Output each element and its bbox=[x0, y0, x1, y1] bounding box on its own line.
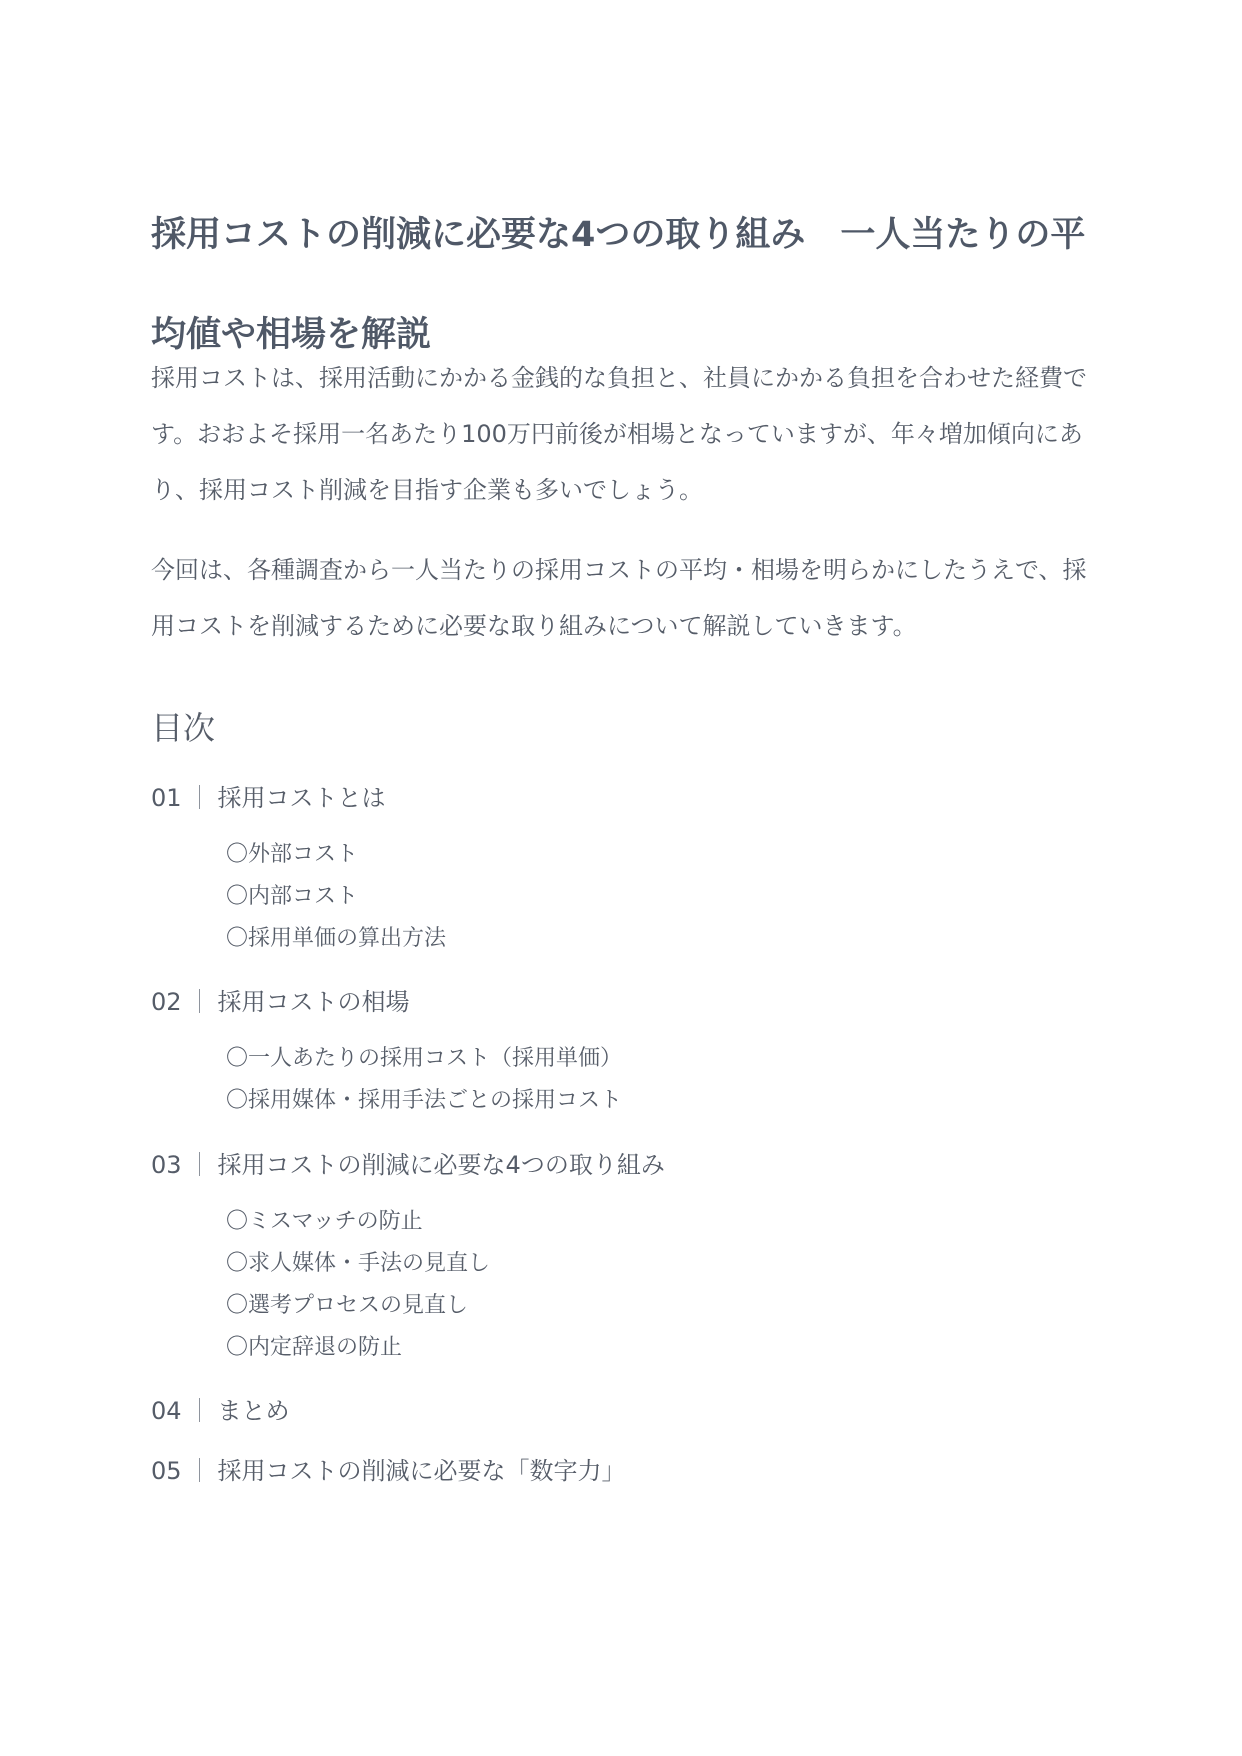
toc-item[interactable]: 〇採用単価の算出方法 bbox=[226, 926, 447, 951]
toc-section-label: 採用コストの削減に必要な4つの取り組み bbox=[217, 1151, 665, 1179]
toc-section-03[interactable] bbox=[151, 1145, 665, 1185]
toc-item[interactable]: 〇選考プロセスの見直し bbox=[226, 1293, 469, 1318]
toc-section-label: 採用コストの削減に必要な「数字力」 bbox=[217, 1457, 626, 1485]
toc-separator: ｜ bbox=[187, 1397, 212, 1425]
toc-section-number: 05 bbox=[151, 1457, 182, 1485]
toc-heading: 目次 bbox=[151, 709, 216, 747]
toc-section-label: まとめ bbox=[217, 1397, 290, 1425]
toc-section-number: 03 bbox=[151, 1151, 182, 1179]
toc-section-label: 採用コストとは bbox=[217, 784, 386, 812]
toc-item[interactable]: 〇内部コスト bbox=[226, 884, 359, 909]
toc-section-05[interactable] bbox=[151, 1451, 626, 1491]
toc-section-04[interactable] bbox=[151, 1391, 290, 1431]
toc-item[interactable]: 〇ミスマッチの防止 bbox=[226, 1209, 423, 1234]
toc-item[interactable]: 〇採用媒体・採用手法ごとの採用コスト bbox=[226, 1088, 623, 1113]
toc-item[interactable]: 〇内定辞退の防止 bbox=[226, 1335, 403, 1360]
toc-item[interactable]: 〇外部コスト bbox=[226, 842, 359, 867]
toc-separator: ｜ bbox=[187, 988, 212, 1016]
toc-separator: ｜ bbox=[187, 1457, 212, 1485]
toc-separator: ｜ bbox=[187, 784, 212, 812]
toc-item[interactable]: 〇求人媒体・手法の見直し bbox=[226, 1251, 491, 1276]
toc-item[interactable]: 〇一人あたりの採用コスト（採用単価） bbox=[226, 1046, 623, 1071]
toc-section-number: 04 bbox=[151, 1397, 182, 1425]
toc-section-02[interactable] bbox=[151, 982, 410, 1022]
intro-paragraph-1: 採用コストは、採用活動にかかる金銭的な負担と、社員にかかる負担を合わせた経費です。おおよそ採用一名あたり100万円前後が相場となっていますが、年々増加傾向にあり、採用コスト削減を目指す企業も多いでしょう。 bbox=[151, 364, 1087, 504]
article-title: 採用コストの削減に必要な4つの取り組み 一人当たりの平均値や相場を解説 bbox=[151, 215, 1086, 355]
toc-section-01[interactable] bbox=[151, 778, 386, 818]
toc-section-number: 01 bbox=[151, 784, 182, 812]
toc-section-number: 02 bbox=[151, 988, 182, 1016]
toc-separator: ｜ bbox=[187, 1151, 212, 1179]
toc-section-label: 採用コストの相場 bbox=[217, 988, 410, 1016]
intro-paragraph-2: 今回は、各種調査から一人当たりの採用コストの平均・相場を明らかにしたうえで、採用コストを削減するために必要な取り組みについて解説していきます。 bbox=[151, 556, 1087, 640]
